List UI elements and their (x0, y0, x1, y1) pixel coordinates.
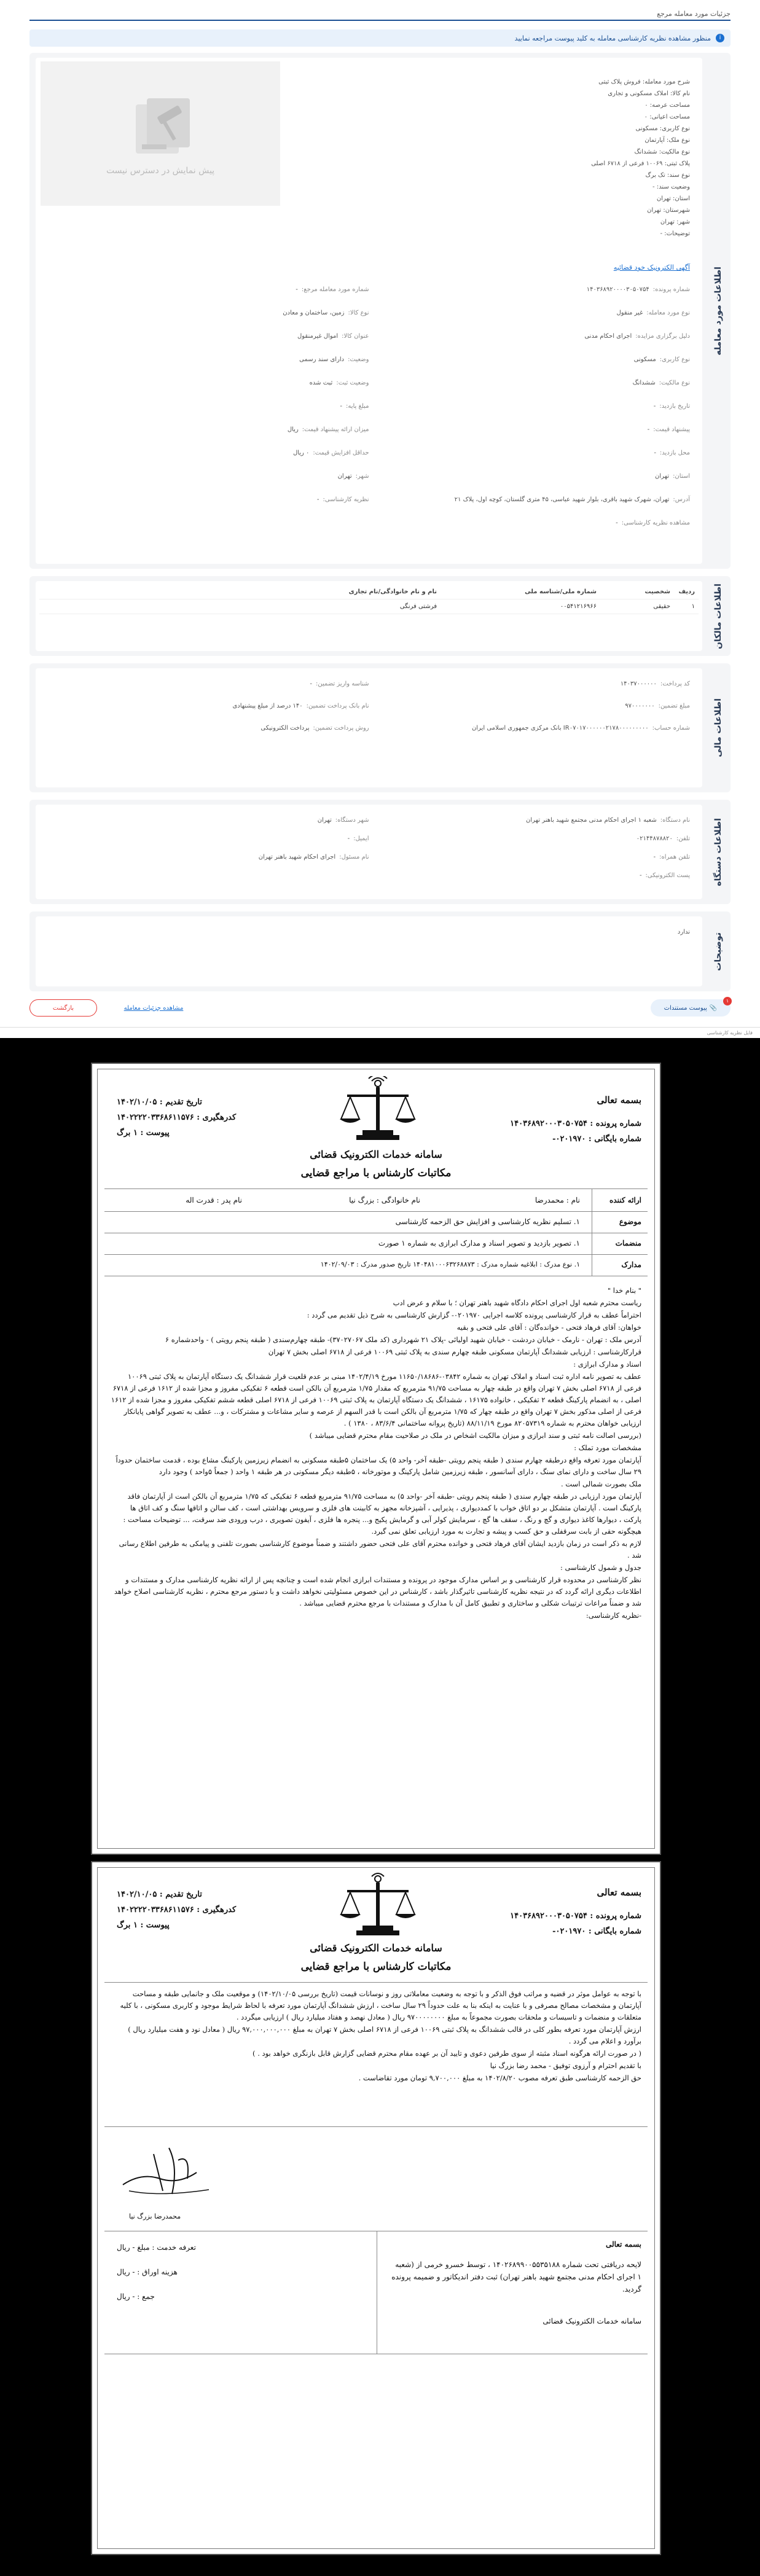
field (382, 520, 690, 526)
court-section (29, 800, 731, 904)
field-label: نظریه کارشناسی: (323, 496, 369, 503)
doc-docs-label: مدارک (621, 1260, 641, 1269)
field-value: - (296, 286, 298, 293)
field-label: شماره مورد معامله مرجع: (301, 286, 369, 293)
field (382, 854, 690, 861)
doc2-attachment: پیوست : ۱ برگ (117, 1921, 170, 1930)
field (61, 310, 369, 316)
field-value: - (654, 450, 656, 456)
field-label: شناسه واریز تضمین: (315, 681, 369, 687)
field (382, 872, 690, 879)
field-label: نوع کاربری: (659, 356, 690, 363)
field-label: استان: (673, 473, 690, 480)
field (382, 703, 690, 709)
field-label: وضعیت: (348, 356, 369, 363)
doc2-case-no: شماره پرونده : ۱۴۰۳۶۸۹۲۰۰۰۳۰۵۰۷۵۴ (510, 1911, 641, 1921)
page-title: جزئیات مورد معامله مرجع (29, 7, 731, 21)
field (382, 817, 690, 824)
viewer-bar (0, 1027, 760, 1038)
owners-section-title: اطلاعات مالکان (713, 583, 723, 649)
notes-section (29, 911, 731, 991)
field-value: IR۰۷۰۱۷۰۰۰۰۰۰۲۱۷۸۰۰۰۰۰۰۰۰۰ بانک مرکزی جمهوری اسلامی ایران (471, 725, 649, 732)
field-value: تهران (655, 473, 670, 480)
field-value: ۹۷۰۰۰۰۰۰۰ (625, 703, 655, 709)
field-label: شماره پرونده: (652, 286, 690, 293)
owners-section-body (36, 581, 702, 651)
doc-paragraph: احتراماً عطف به قرار کارشناسی پرونده کلاسه اجرایی ۰۲۰۱۹۷۰- گزارش کارشناسی به شرح ذیل تقدیم می گردد : (307, 1311, 641, 1319)
viewer-bar-text: فایل نظریه کارشناسی (707, 1030, 753, 1036)
table-cell: حقیقی (653, 603, 670, 610)
owners-column-header: ردیف (678, 588, 695, 595)
doc-cost-label: هزینه اوراق : - ریال (117, 2268, 178, 2276)
doc-archive-no: شماره بایگانی : ۰۲۰۱۹۷۰- (552, 1134, 641, 1144)
case-details-page (0, 0, 760, 1038)
field-value: تهران، شهرک شهید باقری، بلوار شهید عباسی، ۴۵ متری گلستان، کوچه اول، پلاک ۲۱ (454, 496, 670, 503)
field-value: اموال غیرمنقول (297, 333, 339, 340)
field-value: تهران (317, 817, 332, 824)
doc-paragraph: آدرس ملک : تهران - نارمک - خیابان دردشت - خیابان شهید اولیائی -پلاک ۲۱ شهرداری (کد ملک ۳۷۰۲۷۰۶۷)- طبقه چهارم‌سندی ( طبقه پنجم رویتی ) - واحدشماره ۶ (165, 1335, 641, 1344)
case-detail-line: نوع مالکیت: ششدانگ (634, 149, 690, 155)
doc2-submit-date: تاریخ تقدیم : ۱۴۰۲/۱۰/۰۵ (117, 1890, 202, 1899)
field-label: تاریخ بازدید: (659, 403, 690, 410)
field (382, 426, 690, 433)
field-value: - (616, 520, 618, 526)
doc-paragraph: ارزش آپارتمان مورد تعرفه بطور کلی در قالب ششدانگ به پلاک ثبتی ۱۰۰۶۹ فرعی از ۶۷۱۸ اصلی بخش ۷ تهران به مبلغ ۹۷,۰۰۰,۰۰۰,۰۰۰ ریال ( معادل نود و هفت میلیارد ریال ) برآورد و اعلام می گردد . (128, 2025, 641, 2045)
field-value: پرداخت الکترونیکی (261, 725, 310, 732)
back-button[interactable]: بازگشت (29, 999, 97, 1017)
field-label: تلفن: (676, 835, 690, 842)
field-label: حداقل افزایش قیمت: (313, 450, 369, 456)
field-value: - (647, 426, 650, 433)
doc-paragraph: قرارکارشناسی : ارزیابی ششدانگ آپارتمان مسکونی طبقه چهارم سندی به پلاک ثبتی ۱۰۰۶۹ فرعی از ۶۷۱۸ اصلی بخش ۷ تهران (268, 1348, 641, 1356)
gavel-icon (123, 92, 197, 160)
field (382, 496, 690, 503)
field-label: تلفن همراه: (659, 854, 690, 861)
field-value: - (340, 403, 342, 410)
case-detail-line: نوع کاربری: مسکونی (635, 125, 690, 132)
doc-submitter-label: ارائه کننده (609, 1196, 641, 1204)
document-page-2 (91, 1861, 661, 2555)
field-value: اجرای احکام شهید باهنر تهران (258, 854, 336, 861)
field-label: شهر: (355, 473, 369, 480)
doc-attachment: پیوست : ۱ برگ (117, 1128, 170, 1138)
field-value: تهران (337, 473, 352, 480)
field (61, 817, 369, 824)
field-value: - (653, 854, 656, 861)
field-label: پیشنهاد قیمت: (653, 426, 690, 433)
field-label: دلیل برگزاری مزایده: (635, 333, 690, 340)
field-value: شعبه ۱ اجرای احکام مدنی مجتمع شهید باهنر تهران (525, 817, 657, 824)
field (382, 286, 690, 293)
image-placeholder (41, 61, 280, 206)
doc-paragraph: عطف به تصویر نامه اداره ثبت اسناد و املاک تهران به شماره ۰۳۸۴۲-۱۱۶۵۰/۱۸۶۸۶ مورخ ۱۴۰۲/۴/۱۹ مبنی بر عدم قلعیت قرار ششدانگ یک دستگاه آپارتمان به پلاک ثبتی ۱۰۰۶۹ فرعی از ۶۷۱۸ اصلی بخش ۷ تهران واقع در طبقه چهار به مساحت ۹۱/۷۵ مترمربع که مقدار ۱/۷۵ مترمربع آن بالکن است قطعه ۶ تفکیکی مفروز و مجزا شده از ۱۶۱۲ فرعی از ۶۷۱۸ اصلی ، به انضمام پارکینگ قطعه ۲ تفکیکی ، خانواده ۱۶۱۷۵ ، ششدانگ یک دستگاه آپارتمان به پلاک ثبتی ۱۰۰۶۹ فرعی از ۶۷۱۸ اصلی قطعه ششم تفکیکی مفروز و مجزا شده از ۱۶۱۲ فرعی از اصلی مذکور بخش ۷ تهران واقع در طبقه چهار که ۱/۷۵ مترمربع آن بالکن است با قدر السهم از عرصه و سایر مشاعات و مشترکات ، و... عطف به تصویر گواهی پایانکار ارزیابی خواهان محترم به شماره ۸۲۰۵۷۳۱۹ مورخ ۸۸/۱۱/۱۹ (تاریخ پروانه ساختمانی ۸۳/۶/۴ ، ۱۳۸۰ ) . (111, 1372, 641, 1427)
attachments-button-label: پیوست مستندات (664, 1004, 707, 1012)
doc2-tracking-code: کدرهگیری : ۱۴۰۲۲۲۲۰۳۳۶۸۶۱۱۵۷۶ (117, 1905, 237, 1914)
field-label: کد پرداخت: (660, 681, 690, 687)
notes-section-body (36, 916, 702, 986)
doc-paragraph: حق الزحمه کارشناسی طبق تعرفه مصوب ۱۴۰۲/۸/۲۰ به مبلغ ۹,۷۰۰,۰۰۰ تومان مورد تقاضاست . (358, 2074, 641, 2082)
info-alert (29, 29, 731, 47)
field-label: مبلغ تضمین: (658, 703, 690, 709)
attachments-button[interactable] (651, 999, 731, 1017)
field (382, 310, 690, 316)
document-page-1 (91, 1063, 661, 1855)
doc2-service-name: سامانه خدمات الکترونیک قضائی (310, 1942, 442, 1954)
doc-paragraph: اسناد و مدارک ابرازی : (573, 1360, 641, 1368)
doc-receipt-title: بسمه تعالی (605, 2240, 641, 2249)
case-section (29, 53, 731, 569)
case-detail-line: شهرستان: تهران (647, 207, 690, 214)
doc2-office-name: مکاتبات کارشناس با مراجع قضایی (300, 1961, 452, 1973)
field-label: نام بانک پرداخت تضمین: (306, 703, 369, 709)
field-value: ۰ ریال (292, 450, 310, 456)
field-value: مسکونی (633, 356, 656, 363)
owners-column-header: نام و نام خانوادگی/نام تجاری (348, 588, 437, 595)
case-detail-line: مساحت اعیانی: ۰ (644, 114, 690, 120)
field (61, 854, 369, 861)
info-icon: i (716, 34, 724, 42)
field-value: - (347, 835, 350, 842)
field (382, 450, 690, 456)
doc-paragraph: خواهان: آقای فرهاد فتحی - خوانده‌گان : آقای علی فتحی و بقیه (456, 1323, 641, 1332)
court-section-body (36, 805, 702, 899)
case-detail-line: پلاک ثبتی: ۱۰۰۶۹ فرعی از ۶۷۱۸ اصلی (591, 160, 690, 167)
owners-column-header: شخصیت (644, 588, 670, 595)
field-value: اجرای احکام مدنی (584, 333, 632, 340)
field-label: نوع کالا: (348, 310, 369, 316)
owners-table (39, 585, 699, 614)
field (61, 403, 369, 410)
case-section-body (36, 58, 702, 564)
doc-paragraph: (بررسی اصالت نامه ثبتی و سند ابرازی و میزان مالکیت اشخاص در ملک در صلاحیت مقام محترم قضایی میباشد ) (309, 1431, 641, 1440)
image-placeholder-text: پیش نمایش در دسترس نیست (106, 165, 215, 176)
view-details-link[interactable]: مشاهده جزئیات معامله (123, 1004, 184, 1012)
field (61, 835, 369, 842)
doc-body-page-1 (111, 1285, 641, 1622)
doc-service-name: سامانه خدمات الکترونیک قضائی (310, 1149, 442, 1160)
field-label: آدرس: (673, 496, 690, 503)
table-row (39, 599, 699, 614)
doc-docs-text: ۱. نوع مدرک : ابلاغیه شماره مدرک : ۱۴۰۴۸۱۰۰۰۶۳۲۶۸۸۷۳ تاریخ صدور مدرک : ۱۴۰۲/۰۹/۰۳ (320, 1260, 580, 1268)
field-value: ۱۴۰۳۷۰۰۰۰۰۰ (620, 681, 657, 687)
field (61, 333, 369, 340)
doc-submitter-father: نام پدر : قدرت اله (186, 1196, 242, 1204)
field-label: نوع مورد معامله: (646, 310, 690, 316)
scales-of-justice-icon (338, 1076, 418, 1144)
field-label: شماره حساب: (652, 725, 690, 732)
case-detail-line: شرح مورد معامله: فروش پلاک ثبتی (598, 79, 690, 85)
field-label: عنوان کالا: (342, 333, 369, 340)
doc-paragraph: ریاست محترم شعبه اول اجرای احکام دادگاه شهید باهنر تهران ؛ با سلام و عرض ادب (393, 1298, 641, 1307)
doc-paragraph: با تقدیم احترام و آرزوی توفیق - محمد رضا بزرگ نیا (490, 2061, 641, 2070)
field (61, 426, 369, 433)
field-value: ریال (287, 426, 299, 433)
doc-fee-label: تعرفه خدمت : مبلغ - ریال (117, 2243, 196, 2252)
field-value: ۱۴۰ درصد از مبلغ پیشنهادی (232, 703, 303, 709)
doc-receipt-footer: سامانه خدمات الکترونیک قضائی (543, 2317, 641, 2325)
doc-case-no: شماره پرونده : ۱۴۰۳۶۸۹۲۰۰۰۳۰۵۰۷۵۴ (510, 1119, 641, 1128)
doc-subject-text: ۱. تسلیم نظریه کارشناسی و افزایش حق الزحمه کارشناسی (395, 1217, 580, 1226)
field-value: غیر منقول (616, 310, 643, 316)
table-cell: ۰۰۵۴۱۲۱۶۹۶۶ (560, 603, 597, 610)
doc-paragraph: نظر کارشناسی در محدوده قرار کارشناسی و بر اساس مدارک موجود در پرونده و مستندات ابرازی انجام شده است و چنانچه پس از ارائه نظریه کارشناسی مدارک و مستندات و اطلاعات دیگری ارائه گردد که در نتیجه نظریه کارشناسی تاثیرگذار باشد ، کارشناس در این خصوص مسئولیتی نخواهد داشت و با دستور مرجع محترم ، نظریه کارشناسی اصلاح خواهد شد و ضمناً مراعات ترتیبات شکلی و ساختاری و تطبیق کامل آن با مدارک و مستندات با مرجع محترم قضایی میباشد . (114, 1575, 641, 1607)
field-value: ششدانگ (632, 380, 656, 386)
field-value: دارای سند رسمی (299, 356, 345, 363)
handwritten-signature (117, 2136, 221, 2209)
notes-section-title: توضیحات (713, 932, 723, 971)
doc-paragraph: جدول و شمول کارشناسی : (560, 1563, 641, 1572)
field-value: زمین، ساختمان و معادن (283, 310, 345, 316)
doc-submitter-name: نام : محمدرضا (535, 1196, 580, 1204)
field (382, 725, 690, 732)
doc-paragraph: آپارتمان مورد ارزیابی در طبقه چهارم سندی ( طبقه پنجم رویتی -طبقه آخر -واحد ۵) به مساحت ۹۱/۷۵ مترمربع قطعه ۶ تفکیکی که ۱/۷۵ مترمربع آن بالکن است از آپارتمان فاقد پارکینگ است . آپارتمان متشکل بر دو اتاق خواب با کمددیواری ، پذیرایی ، آشپزخانه مجهز به کابینت های فلزی و سرویس بهداشتی است ، کف سالن و اتاقها سنگ و کف اتاق ها پارکت ، دیوارها کاغذ دیواری و گچ و رنگ ، سقف ها گچ ، سرمایش کولر آبی و گرمایش پکیج و... پنجره ها فلزی ، آیفون تصویری ، درب ورودی ضد سرقت، ... توضیحات مساحت : هیچگونه حقی از بابت سرقفلی و حق کسب و پیشه و تجارت به مورد ارزیابی تعلق نمی گیرد. (123, 1492, 641, 1536)
field-label: نام مسئول: (339, 854, 369, 861)
case-detail-line: نام کالا: املاک مسکونی و تجاری (608, 90, 690, 97)
field (382, 356, 690, 363)
field (61, 473, 369, 480)
case-detail-line: استان: تهران (656, 195, 690, 202)
attachments-count-badge: ۱ (723, 997, 732, 1005)
case-detail-line: نوع ملک: آپارتمان (644, 137, 690, 144)
field (382, 380, 690, 386)
field (61, 380, 369, 386)
doc-receipt-text: لایحه دریافتی تحت شماره ۱۴۰۲۶۸۹۹۰۰۵۵۳۵۱۸۸ ، توسط خسرو خرمی از (شعبه ۱ اجرای احکام مدنی مجتمع شهید باهنر تهران) ثبت دفتر اندیکاتور و ضمیمه پرونده گردید. (391, 2260, 641, 2293)
case-detail-line: وضعیت سند: - (652, 184, 690, 190)
doc-subject-label: موضوع (619, 1217, 641, 1226)
doc-paragraph: " بنام خدا " (607, 1286, 641, 1295)
doc-paragraph: با توجه به عوامل موثر در قضیه و مراتب فوق الذکر و با توجه به وضعیت معاملاتی روز و نوسانات قیمت (تاریخ بررسی ۱۴۰۲/۱۰/۰۵) و موقعیت ملک و جانمایی طبقه و مساحت آپارتمان و مشخصات مصالح مصرفی و با عنایت به اینکه بنا به علت حدوداً ۲۹ سال ساخت ، ارزش ششدانگ آپارتمان مورد تعرفه با لحاظ شرایط موجود و کاربری مسکونی ، با کلیه متعلقات و منضمات و تاسیسات و ملحقات بصورت مجموعاً به مبلغ ۹۷۰۰۰۰۰۰۰۰ ریال ( معادل نهصد و هفتاد میلیارد ریال ) ارزیابی میگردد . (120, 1989, 641, 2021)
field (382, 681, 690, 687)
doc-signature-name: محمدرضا بزرگ نیا (129, 2212, 181, 2220)
field-label: محل بازدید: (659, 450, 690, 456)
case-detail-line: مساحت عرصه: ۰ (644, 102, 690, 109)
finance-section (29, 663, 731, 792)
field-value: ۱۴۰۳۶۸۹۲۰۰۰۰۳۰۵۰۷۵۴ (586, 286, 649, 293)
field-label: پست الکترونیکی: (645, 872, 690, 879)
finance-section-title: اطلاعات مالی (713, 698, 723, 757)
field-label: مبلغ پایه: (345, 403, 369, 410)
case-detail-line: شهر: تهران (660, 219, 690, 225)
field (61, 725, 369, 732)
field-value: ۰۲۱۴۴۸۷۸۸۲۰ (636, 835, 673, 842)
field-value: - (316, 496, 319, 503)
court-section-title: اطلاعات دستگاه (713, 818, 723, 886)
field (382, 403, 690, 410)
owners-table-header (39, 585, 699, 599)
notes-text: ندارد (677, 929, 690, 935)
electronic-notice-link[interactable]: آگهی الکترونیک خود قضائیه (613, 263, 690, 271)
doc-attachments-text: ۱. تصویر بازدید و تصویر اسناد و مدارک ابرازی به شماره ۱ صورت (378, 1239, 580, 1247)
case-section-title: اطلاعات مورد معامله (713, 266, 723, 356)
field (61, 703, 369, 709)
doc-total-label: جمع : - ریال (117, 2292, 155, 2301)
field (61, 681, 369, 687)
field (61, 356, 369, 363)
field-value: ثبت شده (309, 380, 333, 386)
paperclip-icon: 📎 (709, 1004, 718, 1012)
scales-of-justice-icon (338, 1872, 418, 1939)
field-label: وضعیت ثبت: (336, 380, 369, 386)
field-label: شهر دستگاه: (335, 817, 369, 824)
finance-section-body (36, 668, 702, 787)
doc2-bismillah: بسمه تعالی (597, 1887, 641, 1898)
doc-bismillah: بسمه تعالی (597, 1095, 641, 1106)
field (382, 473, 690, 480)
table-cell: ۱ (691, 603, 695, 610)
doc-submit-date: تاریخ تقدیم : ۱۴۰۲/۱۰/۰۵ (117, 1098, 202, 1107)
doc-paragraph: ملک بصورت شمالی است . (560, 1480, 641, 1488)
field-value: - (639, 872, 642, 879)
field (61, 496, 369, 503)
case-details-list (346, 76, 690, 240)
table-cell: فرشتی فرنگی (399, 603, 437, 610)
doc-attachments-label: منضمات (615, 1239, 641, 1247)
field-value: - (310, 681, 312, 687)
doc-paragraph: -نظریه کارشناسی: (586, 1611, 641, 1620)
doc-paragraph: مشخصات مورد تملک : (574, 1443, 641, 1452)
field-label: مشاهده نظریه کارشناسی: (621, 520, 690, 526)
field-label: میزان ارائه پیشنهاد قیمت: (302, 426, 369, 433)
field-label: نام دستگاه: (660, 817, 690, 824)
info-alert-text: منظور مشاهده نظریه کارشناسی معامله به کلید پیوست مراجعه نمایید (514, 34, 711, 42)
field-label: نوع مالکیت: (659, 380, 690, 386)
case-detail-line: نوع سند: تک برگ (645, 172, 690, 179)
doc-office-name: مکاتبات کارشناس با مراجع قضایی (300, 1167, 452, 1179)
field (382, 835, 690, 842)
document-viewer (0, 1038, 760, 2576)
field-value: - (653, 403, 656, 410)
doc-paragraph: آپارتمان مورد تعرفه واقع درطبقه چهارم سندی ( طبقه پنجم رویتی -طبقه آخر- واحد ۵) یک ساختمان ۵طبقه مسکونی به انضمام زیرزمین پارکینگ مشاع بوده ، قدمت ساختمان حدوداً ۲۹ سال ساخت و دارای نمای سنگ ، دارای آسانسور ، طبقه زیرزمین شامل پارکینگ و موتورخانه ، ۵طبقه دیگر مسکونی در هر طبقه ۱ واحد ( جمعاً ۵واحد ) وجود دارد (116, 1456, 641, 1476)
field-label: روش پرداخت تضمین: (313, 725, 369, 732)
doc-body-page-2 (111, 1988, 641, 2085)
case-detail-line: توضیحات: - (660, 230, 690, 237)
field (61, 450, 369, 456)
doc-tracking-code: کدرهگیری : ۱۴۰۲۲۲۲۰۳۳۶۸۶۱۱۵۷۶ (117, 1113, 237, 1122)
doc2-archive-no: شماره بایگانی : ۰۲۰۱۹۷۰- (552, 1927, 641, 1936)
doc-submitter-family: نام خانوادگی : بزرگ نیا (349, 1196, 420, 1204)
field (382, 333, 690, 340)
owners-section (29, 576, 731, 656)
owners-column-header: شماره ملی/شناسه ملی (525, 588, 597, 595)
field (61, 286, 369, 293)
field-label: ایمیل: (353, 835, 369, 842)
doc-paragraph: ( در صورت ارائه هرگونه اسناد مثبته از سوی طرفین دعوی و تایید آن بر عهده مقام محترم قضایی گزارش قابل بازنگری خواهد بود . ) (253, 2049, 641, 2058)
doc-paragraph: لازم به ذکر است در زمان بازدید ایشان آقای فرهاد فتحی و خوانده محترم آقای علی فتحی حضور داشتند و ضمناً موضوع کارشناسی بصورت تلفنی و پیامکی به طرفین اطلاع رسانی شد . (119, 1539, 641, 1559)
